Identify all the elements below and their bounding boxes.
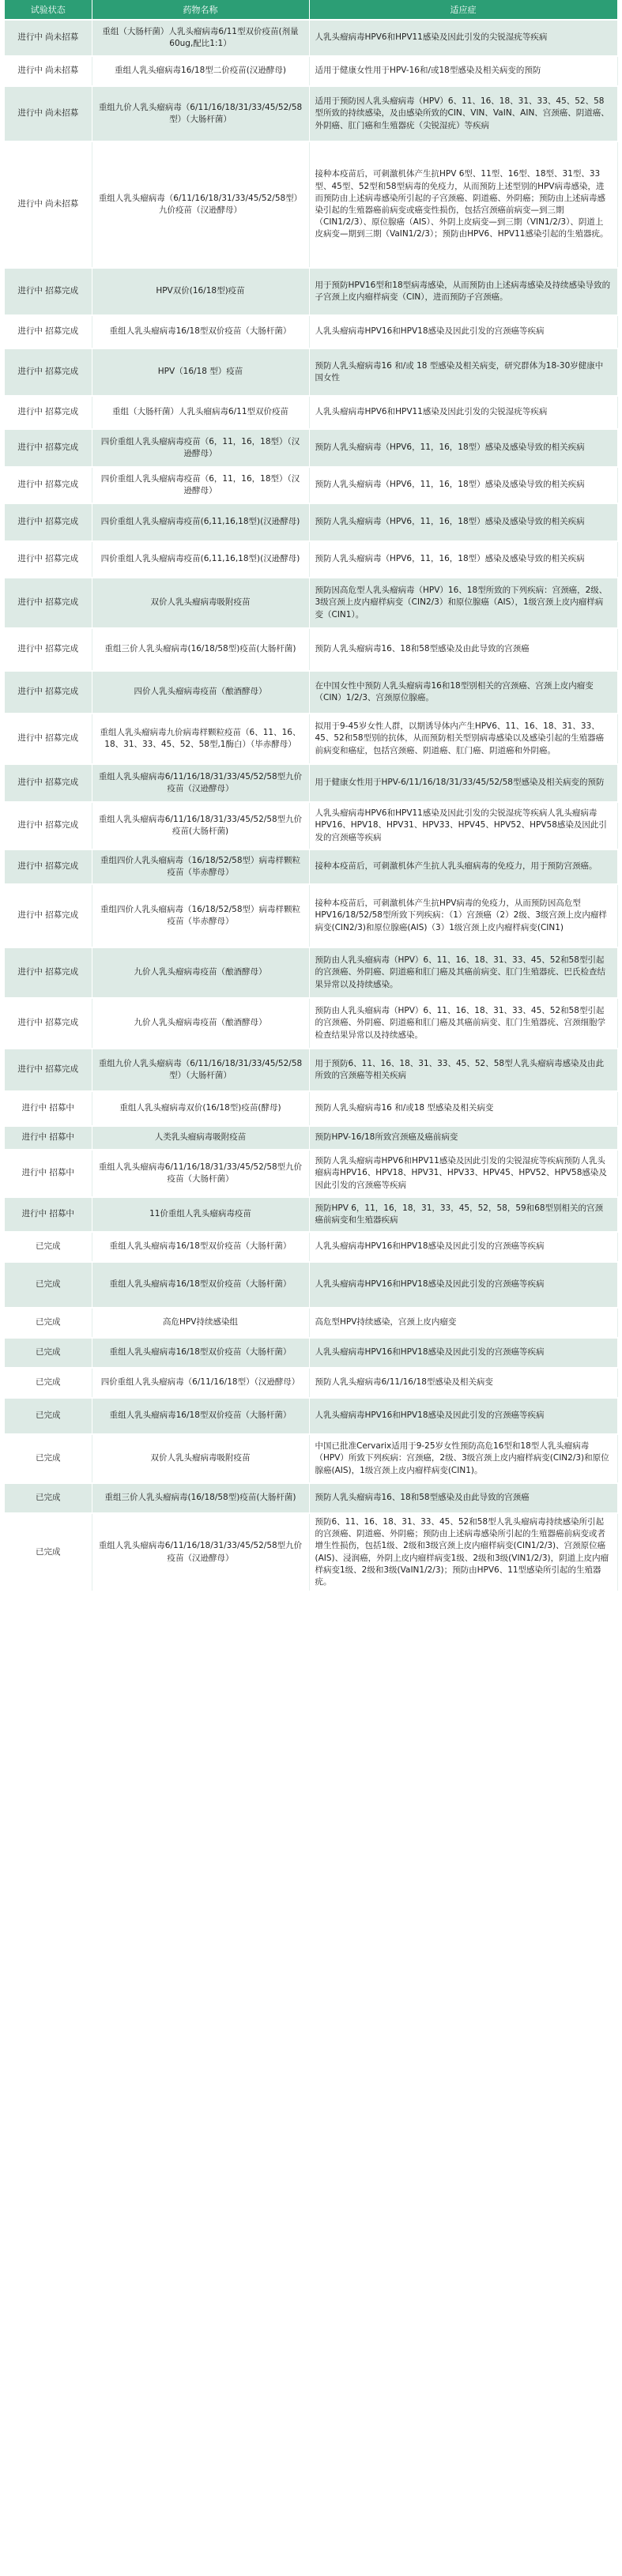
status-cell: 已完成	[5, 1398, 92, 1434]
table-row	[5, 1308, 617, 1338]
indication-cell: 预防人乳头瘤病毒（HPV6，11，16，18型）感染及感染导致的相关疾病	[309, 503, 617, 541]
table-row	[5, 1232, 617, 1262]
status-cell: 进行中 招募完成	[5, 714, 92, 764]
indication-cell: 用于预防HPV16型和18型病毒感染，从而预防由上述病毒感染及持续感染导致的子宫颈上皮内瘤样病变（CIN），进而预防子宫颈癌。	[309, 268, 617, 315]
drug-name-cell: 重组人乳头瘤病毒16/18型双价疫苗（大肠杆菌）	[92, 1398, 309, 1434]
indication-cell: 人乳头瘤病毒HPV16和HPV18感染及因此引发的宫颈癌等疾病	[309, 315, 617, 348]
indication-cell: 接种本疫苗后，可刺激机体产生抗HPV 6型、11型、16型、18型、31型、33型、45型、52型和58型病毒的免疫力，从而预防上述型别的HPV病毒感染，进而预防由上述病毒感染所引起的子宫颈癌、阴道癌、外阴癌；预防由上述病毒感染引起的生殖器癌前病变或癌变性损伤，包括宫颈癌前病变—到三期（CIN1/2/3）、原位腺癌（AIS）、外阴上皮病变—到三期（VIN1/2/3）、阴道上皮病变—期到三期（VaIN1/2/3）；预防由HPV6、HPV11感染引起的生殖器疣。	[309, 141, 617, 268]
drug-name-cell: 双价人乳头瘤病毒吸附疫苗	[92, 1434, 309, 1483]
table-row	[5, 1398, 617, 1434]
status-cell: 已完成	[5, 1262, 92, 1308]
drug-name-cell: 双价人乳头瘤病毒吸附疫苗	[92, 578, 309, 628]
drug-name-cell: 重组人乳头瘤病毒16/18型双价疫苗（大肠杆菌）	[92, 1262, 309, 1308]
status-cell: 已完成	[5, 1368, 92, 1398]
table-row	[5, 1049, 617, 1091]
drug-name-cell: 重组人乳头瘤病毒双价(16/18型)疫苗(酵母)	[92, 1091, 309, 1126]
status-cell: 已完成	[5, 1338, 92, 1368]
drug-name-cell: 重组人乳头瘤病毒16/18型双价疫苗（大肠杆菌）	[92, 1232, 309, 1262]
status-cell: 进行中 招募完成	[5, 947, 92, 998]
indication-cell: 人乳头瘤病毒HPV16和HPV18感染及因此引发的宫颈癌等疾病	[309, 1398, 617, 1434]
drug-name-cell: 九价人乳头瘤病毒疫苗（酿酒酵母）	[92, 947, 309, 998]
column-header-drug: 药物名称	[92, 0, 309, 20]
drug-name-cell: HPV双价(16/18型)疫苗	[92, 268, 309, 315]
status-cell: 已完成	[5, 1308, 92, 1338]
indication-cell: 预防人乳头瘤病毒HPV6和HPV11感染及因此引发的尖锐湿疣等疾病预防人乳头瘤病毒HPV16、HPV18、HPV31、HPV33、HPV45、HPV52、HPV58感染及因此引发的宫颈癌等疾病	[309, 1150, 617, 1197]
indication-cell: 人乳头瘤病毒HPV16和HPV18感染及因此引发的宫颈癌等疾病	[309, 1232, 617, 1262]
status-cell: 已完成	[5, 1513, 92, 1591]
drug-name-cell: 重组（大肠杆菌）人乳头瘤病毒6/11型双价疫苗	[92, 396, 309, 429]
status-cell: 已完成	[5, 1434, 92, 1483]
table-row	[5, 86, 617, 141]
table-row	[5, 998, 617, 1049]
table-row	[5, 348, 617, 396]
indication-cell: 预防人乳头瘤病毒（HPV6，11，16，18型）感染及感染导致的相关疾病	[309, 541, 617, 578]
table-row	[5, 1483, 617, 1513]
indication-cell: 预防人乳头瘤病毒16 和/或18 型感染及相关病变	[309, 1091, 617, 1126]
drug-name-cell: 重组四价人乳头瘤病毒（16/18/52/58型）病毒样颗粒疫苗（毕赤酵母）	[92, 849, 309, 884]
status-cell: 进行中 招募完成	[5, 884, 92, 947]
table-row	[5, 764, 617, 802]
indication-cell: 高危型HPV持续感染，宫颈上皮内瘤变	[309, 1308, 617, 1338]
table-row	[5, 671, 617, 714]
drug-name-cell: 重组九价人乳头瘤病毒（6/11/16/18/31/33/45/52/58型）（大肠杆菌）	[92, 86, 309, 141]
status-cell: 进行中 招募完成	[5, 578, 92, 628]
status-cell: 进行中 招募完成	[5, 671, 92, 714]
indication-cell: 预防因高危型人乳头瘤病毒（HPV）16、18型所致的下列疾病：宫颈癌，2级、3级宫颈上皮内瘤样病变（CIN2/3）和原位腺癌（AIS），1级宫颈上皮内瘤样病变（CIN1）。	[309, 578, 617, 628]
status-cell: 进行中 招募完成	[5, 998, 92, 1049]
status-cell: 进行中 招募中	[5, 1150, 92, 1197]
status-cell: 已完成	[5, 1483, 92, 1513]
column-header-status: 试验状态	[5, 0, 92, 20]
status-cell: 进行中 招募完成	[5, 429, 92, 467]
drug-name-cell: 重组人乳头瘤病毒16/18型双价疫苗（大肠杆菌）	[92, 1338, 309, 1368]
status-cell: 进行中 招募完成	[5, 628, 92, 671]
drug-name-cell: 重组人乳头瘤病毒6/11/16/18/31/33/45/52/58型九价疫苗（汉逊酵母）	[92, 764, 309, 802]
table-row	[5, 429, 617, 467]
table-row	[5, 1150, 617, 1197]
indication-cell: 预防6、11、16、18、31、33、45、52和58型人乳头瘤病毒持续感染所引起的宫颈癌、阴道癌、外阴癌；预防由上述病毒感染所引起的生殖器癌前病变或者增生性损伤，包括1级、2级和3级宫颈上皮内瘤样病变(CIN1/2/3)、宫颈原位癌(AIS)、浸润癌，外阴上皮内瘤样病变1级、2级和3级(VIN1/2/3)，阴道上皮内瘤样病变1级、2级和3级(VaIN1/2/3)；预防由HPV6、11型感染所引起的生殖器疣。	[309, 1513, 617, 1591]
status-cell: 进行中 招募完成	[5, 541, 92, 578]
table-row	[5, 849, 617, 884]
table-row	[5, 578, 617, 628]
table-row	[5, 141, 617, 268]
indication-cell: 人乳头瘤病毒HPV6和HPV11感染及因此引发的尖锐湿疣等疾病	[309, 20, 617, 56]
status-cell: 进行中 招募完成	[5, 396, 92, 429]
drug-name-cell: 11价重组人乳头瘤病毒疫苗	[92, 1197, 309, 1232]
drug-name-cell: 人类乳头瘤病毒吸附疫苗	[92, 1126, 309, 1150]
status-cell: 进行中 招募中	[5, 1091, 92, 1126]
indication-cell: 拟用于9-45岁女性人群，以期诱导体内产生HPV6、11、16、18、31、33、45、52和58型别的抗体，从而预防相关型别病毒感染以及感染引起的生殖器癌前病变和癌症，包括宫颈癌、阴道癌、肛门癌、阴道癌和外阴癌。	[309, 714, 617, 764]
table-row	[5, 1513, 617, 1591]
drug-name-cell: 重组三价人乳头瘤病毒(16/18/58型)疫苗(大肠杆菌)	[92, 628, 309, 671]
drug-name-cell: 四价重组人乳头瘤病毒疫苗（6，11，16，18型）（汉逊酵母）	[92, 429, 309, 467]
table-row	[5, 503, 617, 541]
status-cell: 进行中 招募完成	[5, 467, 92, 503]
status-cell: 进行中 尚未招募	[5, 141, 92, 268]
drug-name-cell: 重组四价人乳头瘤病毒（16/18/52/58型）病毒样颗粒疫苗（毕赤酵母）	[92, 884, 309, 947]
status-cell: 进行中 招募中	[5, 1126, 92, 1150]
indication-cell: 预防人乳头瘤病毒16、18和58型感染及由此导致的宫颈癌	[309, 628, 617, 671]
table-row	[5, 268, 617, 315]
table-row	[5, 1368, 617, 1398]
indication-cell: 预防由人乳头瘤病毒（HPV）6、11、16、18、31、33、45、52和58型引起的宫颈癌、外阴癌、阴道癌和肛门癌及其癌前病变、肛门生殖器疣、巴氏检查结果异常以及持续感染。	[309, 947, 617, 998]
drug-name-cell: 高危HPV持续感染组	[92, 1308, 309, 1338]
hpv-vaccine-trials-table	[5, 0, 618, 1592]
drug-name-cell: 重组人乳头瘤病毒6/11/16/18/31/33/45/52/58型九价疫苗（大肠杆菌）	[92, 1150, 309, 1197]
indication-cell: 人乳头瘤病毒HPV16和HPV18感染及因此引发的宫颈癌等疾病	[309, 1262, 617, 1308]
indication-cell: 人乳头瘤病毒HPV6和HPV11感染及因此引发的尖锐湿疣等疾病	[309, 396, 617, 429]
indication-cell: 用于健康女性用于HPV-6/11/16/18/31/33/45/52/58型感染及相关病变的预防	[309, 764, 617, 802]
status-cell: 进行中 尚未招募	[5, 56, 92, 86]
status-cell: 进行中 招募完成	[5, 802, 92, 849]
table-row	[5, 802, 617, 849]
indication-cell: 预防HPV-16/18所致宫颈癌及癌前病变	[309, 1126, 617, 1150]
indication-cell: 预防人乳头瘤病毒16 和/或 18 型感染及相关病变，研究群体为18-30岁健康中国女性	[309, 348, 617, 396]
status-cell: 进行中 招募完成	[5, 503, 92, 541]
drug-name-cell: 重组人乳头瘤病毒6/11/16/18/31/33/45/52/58型九价疫苗(大肠杆菌)	[92, 802, 309, 849]
indication-cell: 人乳头瘤病毒HPV16和HPV18感染及因此引发的宫颈癌等疾病	[309, 1338, 617, 1368]
indication-cell: 预防人乳头瘤病毒（HPV6，11，16，18型）感染及感染导致的相关疾病	[309, 467, 617, 503]
drug-name-cell: 四价重组人乳头瘤病毒疫苗(6,11,16,18型)(汉逊酵母)	[92, 541, 309, 578]
drug-name-cell: 九价人乳头瘤病毒疫苗（酿酒酵母）	[92, 998, 309, 1049]
table-row	[5, 541, 617, 578]
status-cell: 进行中 尚未招募	[5, 20, 92, 56]
indication-cell: 预防人乳头瘤病毒16、18和58型感染及由此导致的宫颈癌	[309, 1483, 617, 1513]
column-header-indication: 适应症	[309, 0, 617, 20]
status-cell: 进行中 招募完成	[5, 268, 92, 315]
drug-name-cell: 重组人乳头瘤病毒（6/11/16/18/31/33/45/52/58型）九价疫苗（汉逊酵母）	[92, 141, 309, 268]
drug-name-cell: 四价重组人乳头瘤病毒（6/11/16/18型）（汉逊酵母）	[92, 1368, 309, 1398]
table-row	[5, 714, 617, 764]
drug-name-cell: 重组人乳头瘤病毒6/11/16/18/31/33/45/52/58型九价疫苗（汉逊酵母）	[92, 1513, 309, 1591]
indication-cell: 中国已批准Cervarix适用于9-25岁女性预防高危16型和18型人乳头瘤病毒（HPV）所致下列疾病：宫颈癌，2级、3级宫颈上皮内瘤样病变(CIN2/3)和原位腺癌(AIS)，1级宫颈上皮内瘤样病变(CIN1)。	[309, 1434, 617, 1483]
indication-cell: 预防由人乳头瘤病毒（HPV）6、11、16、18、31、33、45、52和58型引起的宫颈癌、外阴癌、阴道癌和肛门癌及其癌前病变、肛门生殖器疣、宫颈细胞学检查结果异常以及持续感染。	[309, 998, 617, 1049]
table-row	[5, 467, 617, 503]
indication-cell: 人乳头瘤病毒HPV6和HPV11感染及因此引发的尖锐湿疣等疾病人乳头瘤病毒HPV16、HPV18、HPV31、HPV33、HPV45、HPV52、HPV58感染及因此引发的宫颈癌等疾病	[309, 802, 617, 849]
drug-name-cell: 重组三价人乳头瘤病毒(16/18/58型)疫苗(大肠杆菌)	[92, 1483, 309, 1513]
indication-cell: 在中国女性中预防人乳头瘤病毒16和18型别相关的宫颈癌、宫颈上皮内瘤变（CIN）1/2/3、宫颈原位腺癌。	[309, 671, 617, 714]
drug-name-cell: 重组人乳头瘤病毒16/18型二价疫苗(汉逊酵母)	[92, 56, 309, 86]
indication-cell: 用于预防6、11、16、18、31、33、45、52、58型人乳头瘤病毒感染及由此所致的宫颈癌等相关疾病	[309, 1049, 617, 1091]
table-row	[5, 56, 617, 86]
status-cell: 已完成	[5, 1232, 92, 1262]
indication-cell: 预防人乳头瘤病毒6/11/16/18型感染及相关病变	[309, 1368, 617, 1398]
table-row	[5, 1262, 617, 1308]
table-row	[5, 884, 617, 947]
table-row	[5, 1126, 617, 1150]
table-row	[5, 1091, 617, 1126]
indication-cell: 接种本疫苗后，可刺激机体产生抗人乳头瘤病毒的免疫力，用于预防宫颈癌。	[309, 849, 617, 884]
drug-name-cell: 四价人乳头瘤病毒疫苗（酿酒酵母）	[92, 671, 309, 714]
indication-cell: 预防HPV 6，11，16，18，31，33，45，52，58，59和68型别相关的宫颈癌前病变和生殖器疾病	[309, 1197, 617, 1232]
indication-cell: 适用于预防因人乳头瘤病毒（HPV）6、11、16、18、31、33、45、52、58型所致的持续感染，及由感染所致的CIN、VIN、VaIN、AIN、宫颈癌、阴道癌、外阴癌、肛门癌和生殖器疣（尖锐湿疣）等疾病	[309, 86, 617, 141]
status-cell: 进行中 招募完成	[5, 348, 92, 396]
drug-name-cell: HPV（16/18 型）疫苗	[92, 348, 309, 396]
table-body	[5, 20, 617, 1591]
drug-name-cell: 四价重组人乳头瘤病毒疫苗（6，11，16，18型）（汉逊酵母）	[92, 467, 309, 503]
table-row	[5, 396, 617, 429]
table-header-row	[5, 0, 617, 20]
table-row	[5, 1434, 617, 1483]
table-row	[5, 20, 617, 56]
status-cell: 进行中 招募完成	[5, 1049, 92, 1091]
table-row	[5, 1338, 617, 1368]
table-row	[5, 315, 617, 348]
table-row	[5, 628, 617, 671]
indication-cell: 预防人乳头瘤病毒（HPV6，11，16，18型）感染及感染导致的相关疾病	[309, 429, 617, 467]
status-cell: 进行中 招募完成	[5, 849, 92, 884]
drug-name-cell: 四价重组人乳头瘤病毒疫苗(6,11,16,18型)(汉逊酵母)	[92, 503, 309, 541]
status-cell: 进行中 尚未招募	[5, 86, 92, 141]
status-cell: 进行中 招募中	[5, 1197, 92, 1232]
drug-name-cell: 重组人乳头瘤病毒九价病毒样颗粒疫苗（6、11、16、18、31、33、45、52、58型,1酶白）（毕赤酵母）	[92, 714, 309, 764]
drug-name-cell: 重组（大肠杆菌）人乳头瘤病毒6/11型双价疫苗(剂量60ug,配比1:1）	[92, 20, 309, 56]
indication-cell: 接种本疫苗后，可刺激机体产生抗HPV病毒的免疫力，从而预防因高危型HPV16/18/52/58型所致下列疾病：（1）宫颈癌（2）2级、3级宫颈上皮内瘤样病变(CIN2/3)和原位腺癌(AIS)（3）1级宫颈上皮内瘤样病变(CIN1)	[309, 884, 617, 947]
table-row	[5, 1197, 617, 1232]
drug-name-cell: 重组九价人乳头瘤病毒（6/11/16/18/31/33/45/52/58型）（大肠杆菌）	[92, 1049, 309, 1091]
status-cell: 进行中 招募完成	[5, 315, 92, 348]
status-cell: 进行中 招募完成	[5, 764, 92, 802]
indication-cell: 适用于健康女性用于HPV-16和/或18型感染及相关病变的预防	[309, 56, 617, 86]
drug-name-cell: 重组人乳头瘤病毒16/18型双价疫苗（大肠杆菌）	[92, 315, 309, 348]
table-row	[5, 947, 617, 998]
